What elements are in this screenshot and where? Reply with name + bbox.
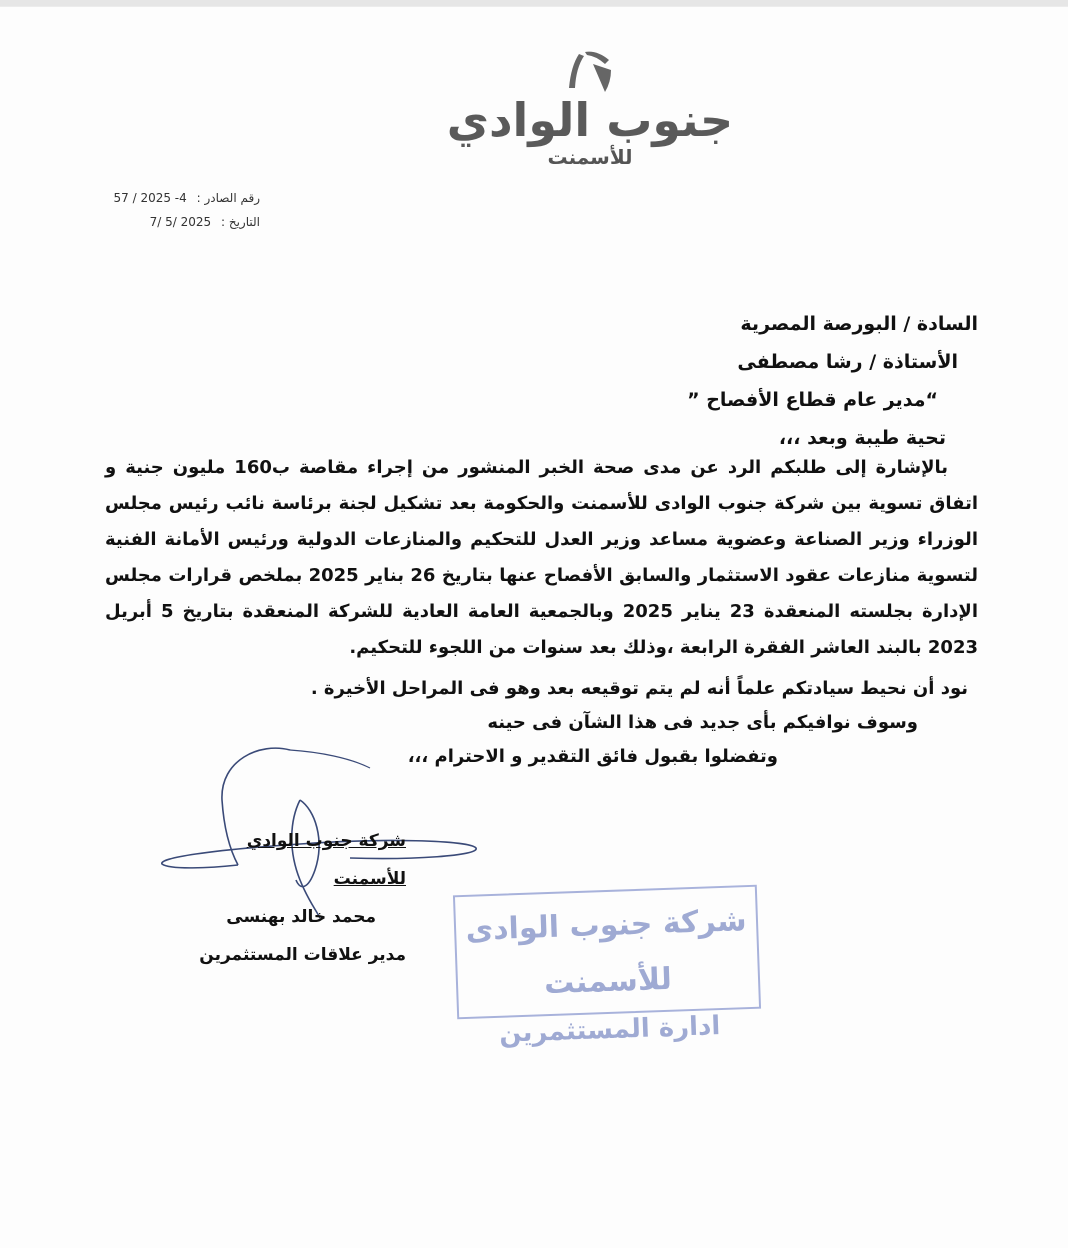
greeting: تحية طيبة وبعد ،،،	[778, 427, 946, 449]
logo-arc-icon	[565, 48, 615, 94]
logo-name: جنوب الوادي	[446, 93, 734, 147]
stamp-line-2: ادارة المستثمرين	[498, 1011, 721, 1049]
company-logo	[440, 40, 740, 170]
signatory-company: شركة جنوب الوادي للأسمنت	[246, 831, 406, 889]
signatory-block	[170, 822, 410, 974]
recipient-name: الأستاذة / رشا مصطفى	[737, 351, 958, 373]
signatory-title: مدير علاقات المستثمرين	[199, 945, 406, 965]
reference-block	[100, 186, 260, 234]
company-stamp	[453, 885, 761, 1049]
issue-number-value: 57 / 2025 -4	[113, 191, 187, 205]
address-block	[578, 305, 978, 457]
stamp-line-1: شركة جنوب الوادى للأسمنت	[465, 903, 748, 1002]
date-label: التاريخ :	[220, 215, 260, 229]
closing-line-2: وسوف نوافيكم بأى جديد فى هذا الشآن فى حينه	[487, 712, 918, 733]
date-row	[100, 210, 260, 234]
logo-subtitle: للأسمنت	[547, 145, 633, 169]
signatory-name: محمد خالد بهنسى	[226, 907, 376, 927]
letter-body	[105, 450, 978, 666]
closing-line-1: نود أن نحيط سيادتكم علماً أنه لم يتم توقيعه بعد وهو فى المراحل الأخيرة .	[310, 678, 968, 699]
date-value: 7/ 5/ 2025	[149, 215, 212, 229]
body-paragraph: بالإشارة إلى طلبكم الرد عن مدى صحة الخبر المنشور من إجراء مقاصة ب160 مليون جنية و اتفاق تسوية بين شركة جنوب الوادى للأسمنت والحكومة بعد تشكيل لجنة برئاسة نائب رئيس مجلس الوزراء وزير الصناعة وعضوية مساعد وزير العدل للتحكيم والمنازعات الدولية ورئيس الأمانة الفنية لتسوية منازعات عقود الاستثمار والسابق الأفصاح عنها بتاريخ 26 بناير 2025 بملخص قرارات مجلس الإدارة بجلسته المنعقدة 23 يناير 2025 وبالجمعية العامة العادية للشركة المنعقدة بتاريخ 5 أبريل 2023 بالبند العاشر الفقرة الرابعة ،وذلك بعد سنوات من اللجوء للتحكيم.	[105, 457, 978, 658]
issue-number-row	[100, 186, 260, 210]
closing-line-3: وتفضلوا بقبول فائق التقدير و الاحترام ،،،	[407, 746, 778, 767]
recipient-org: السادة / البورصة المصرية	[740, 313, 978, 335]
top-edge-strip	[0, 0, 1068, 7]
recipient-title: “مدير عام قطاع الأفصاح ”	[687, 389, 938, 411]
issue-number-label: رقم الصادر :	[196, 191, 260, 205]
